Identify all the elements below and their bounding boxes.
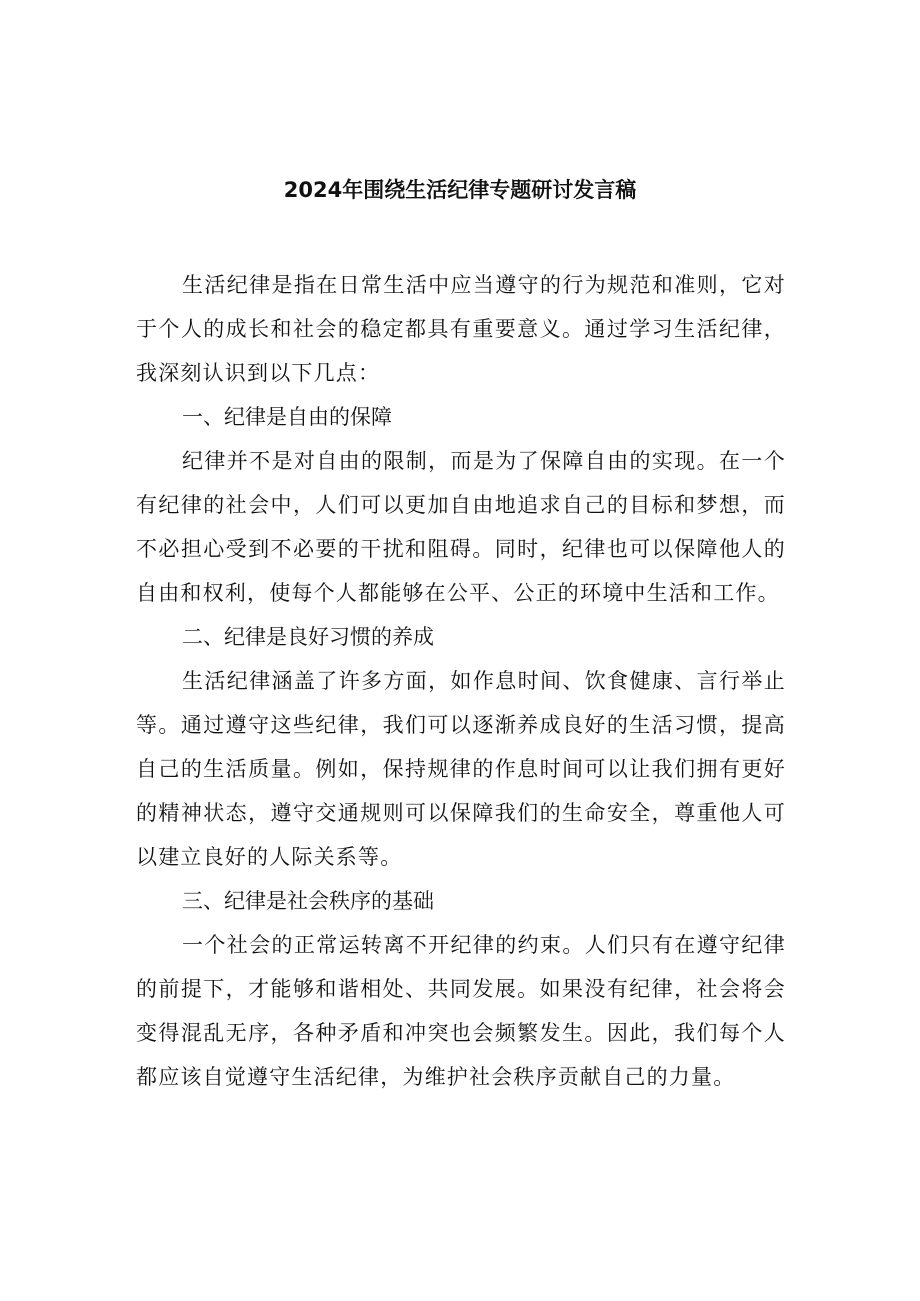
document-body <box>136 263 786 1099</box>
intro-paragraph: 生活纪律是指在日常生活中应当遵守的行为规范和准则，它对于个人的成长和社会的稳定都具有重要意义。通过学习生活纪律，我深刻认识到以下几点： <box>136 273 786 385</box>
section-body-3: 一个社会的正常运转离不开纪律的约束。人们只有在遵守纪律的前提下，才能够和谐相处、共同发展。如果没有纪律，社会将会变得混乱无序，各种矛盾和冲突也会频繁发生。因此，我们每个人都应该自觉遵守生活纪律，为维护社会秩序贡献自己的力量。 <box>136 933 786 1089</box>
section-body-1: 纪律并不是对自由的限制，而是为了保障自由的实现。在一个有纪律的社会中，人们可以更加自由地追求自己的目标和梦想，而不必担心受到不必要的干扰和阻碍。同时，纪律也可以保障他人的自由和权利，使每个人都能够在公平、公正的环境中生活和工作。 <box>136 449 786 605</box>
document-title: 2024年围绕生活纪律专题研讨发言稿 <box>283 178 637 202</box>
section-heading-2: 二、纪律是良好习惯的养成 <box>182 625 434 649</box>
section-body-2: 生活纪律涵盖了许多方面，如作息时间、饮食健康、言行举止等。通过遵守这些纪律，我们可以逐渐养成良好的生活习惯，提高自己的生活质量。例如，保持规律的作息时间可以让我们拥有更好的精神状态，遵守交通规则可以保障我们的生命安全，尊重他人可以建立良好的人际关系等。 <box>136 669 786 869</box>
section-heading-1: 一、纪律是自由的保障 <box>182 405 392 429</box>
section-heading-3: 三、纪律是社会秩序的基础 <box>182 889 434 913</box>
